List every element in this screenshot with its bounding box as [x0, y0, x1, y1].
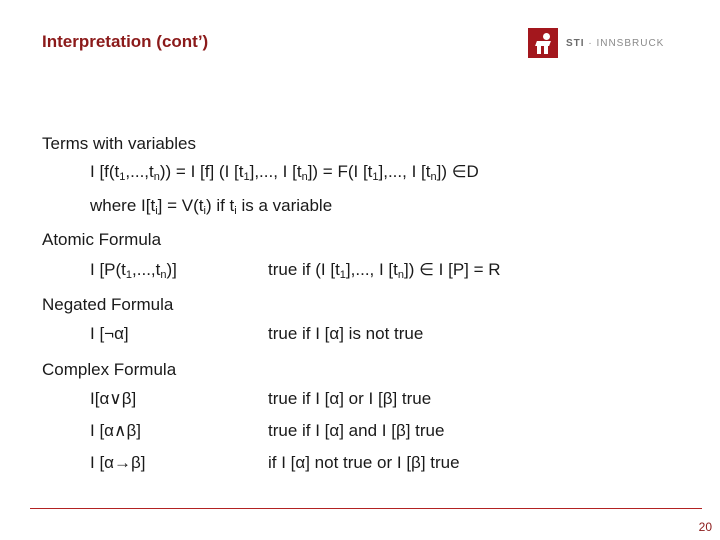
logo-text: STI · INNSBRUCK: [566, 37, 665, 49]
atomic-heading: Atomic Formula: [42, 230, 162, 249]
slide-title: Interpretation (cont’): [42, 32, 209, 51]
complex-formula-or: I[α∨β]: [90, 389, 137, 408]
negated-heading: Negated Formula: [42, 295, 174, 314]
complex-truth-implies: if I [α] not true or I [β] true: [268, 453, 460, 472]
complex-truth-and: true if I [α] and I [β] true: [268, 421, 445, 440]
terms-heading: Terms with variables: [42, 134, 196, 153]
negated-formula: I [¬α]: [90, 324, 129, 343]
page-number: 20: [698, 520, 712, 534]
atomic-truth-condition: true if (I $[t_1]$,..., I $[t_n]$) ∈ I [P] = R: [268, 260, 501, 281]
atomic-formula: I $[P(t_1,...,t_n)]$: [90, 260, 177, 281]
complex-truth-or: true if I [α] or I [β] true: [268, 389, 432, 408]
complex-formula-implies: I [α→β]: [90, 453, 146, 472]
terms-formula: I $[f(t_1,...,t_n)) = I$ [f] (I $[t_1]$,..., I $[t_n]) = F(I$ $[t_1]$,..., I $[t_n]$) ∈D: [90, 162, 479, 183]
complex-heading: Complex Formula: [42, 360, 177, 379]
complex-formula-and: I [α∧β]: [90, 421, 141, 440]
sti-figure-icon: [528, 28, 558, 58]
terms-variable-rule: where $I[t_i] = V(t_i)$ if $t_i$ is a variable: [90, 196, 333, 217]
sti-innsbruck-logo: [528, 28, 664, 58]
footer-divider: [30, 508, 702, 509]
negated-truth-condition: true if I [α] is not true: [268, 324, 424, 343]
